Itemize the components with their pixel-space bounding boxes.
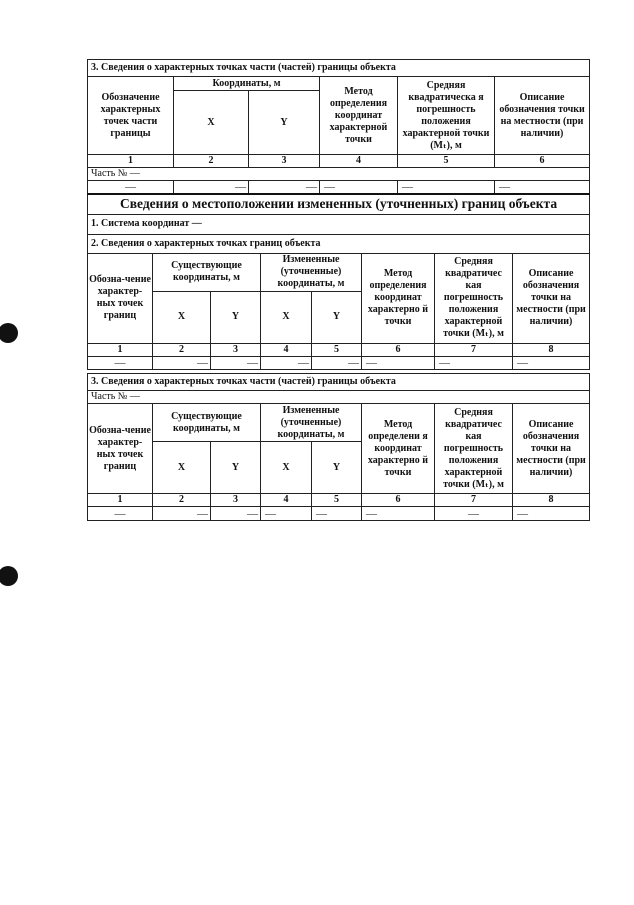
empty-dash: —	[513, 507, 590, 521]
column-number: 1	[88, 494, 153, 507]
column-number: 7	[435, 343, 513, 356]
column-number: 2	[153, 343, 211, 356]
empty-dash: —	[261, 507, 312, 521]
empty-dash: —	[513, 356, 590, 369]
part-points-table-1	[87, 59, 590, 194]
column-number: 4	[320, 155, 398, 168]
header-existing-coordinates: Существующие координаты, м	[153, 404, 261, 442]
part-points-table-2	[87, 373, 590, 521]
header-x: X	[153, 442, 211, 494]
column-number: 2	[174, 155, 249, 168]
column-number: 3	[211, 494, 261, 507]
column-number: 2	[153, 494, 211, 507]
changed-boundaries-table	[87, 193, 590, 370]
column-number: 6	[362, 343, 435, 356]
header-description: Описание обозначения точки на местности (при наличии)	[513, 404, 590, 494]
header-method: Метод определения координат характерной точки	[320, 77, 398, 155]
empty-dash: —	[362, 356, 435, 369]
header-designation: Обозна-чение характер-ных точек границ	[88, 253, 153, 343]
column-number: 8	[513, 343, 590, 356]
empty-dash: —	[398, 181, 495, 194]
header-description: Описание обозначения точки на местности (при наличии)	[513, 253, 590, 343]
empty-dash: —	[211, 507, 261, 521]
header-y: Y	[249, 91, 320, 155]
empty-dash: —	[261, 356, 312, 369]
empty-dash: —	[495, 181, 590, 194]
section-title: 2. Сведения о характерных точках границ объекта	[88, 234, 590, 253]
header-error: Средняя квадратичес кая погрешность положения характерной точки (Mₜ), м	[435, 253, 513, 343]
empty-dash: —	[320, 181, 398, 194]
column-number: 5	[312, 494, 362, 507]
empty-dash: —	[435, 356, 513, 369]
empty-dash: —	[153, 507, 211, 521]
header-y: Y	[312, 442, 362, 494]
header-method: Метод определения координат характерно й точки	[362, 253, 435, 343]
header-y: Y	[211, 291, 261, 343]
header-description: Описание обозначения точки на местности (при наличии)	[495, 77, 590, 155]
header-coordinates: Координаты, м	[174, 77, 320, 91]
column-number: 7	[435, 494, 513, 507]
column-number: 1	[88, 343, 153, 356]
column-number: 3	[211, 343, 261, 356]
column-number: 4	[261, 494, 312, 507]
empty-dash: —	[88, 181, 174, 194]
empty-dash: —	[174, 181, 249, 194]
empty-dash: —	[362, 507, 435, 521]
column-number: 8	[513, 494, 590, 507]
header-changed-coordinates: Измененные (уточненные) координаты, м	[261, 253, 362, 291]
coordinate-system: 1. Система координат —	[88, 214, 590, 234]
empty-dash: —	[211, 356, 261, 369]
column-number: 1	[88, 155, 174, 168]
header-designation: Обозна-чение характер-ных точек границ	[88, 404, 153, 494]
header-y: Y	[312, 291, 362, 343]
header-y: Y	[211, 442, 261, 494]
header-x: X	[261, 442, 312, 494]
column-number: 4	[261, 343, 312, 356]
header-x: X	[261, 291, 312, 343]
main-title: Сведения о местоположении измененных (уточненных) границ объекта	[88, 194, 590, 214]
column-number: 5	[312, 343, 362, 356]
empty-dash: —	[435, 507, 513, 521]
column-number: 6	[495, 155, 590, 168]
section-title: 3. Сведения о характерных точках части (частей) границы объекта	[88, 60, 590, 77]
header-method: Метод определени я координат характерно й точки	[362, 404, 435, 494]
header-designation: Обозначение характерных точек части границы	[88, 77, 174, 155]
header-changed-coordinates: Измененные (уточненные) координаты, м	[261, 404, 362, 442]
empty-dash: —	[249, 181, 320, 194]
empty-dash: —	[88, 507, 153, 521]
punch-hole-bottom	[0, 566, 18, 586]
header-x: X	[153, 291, 211, 343]
empty-dash: —	[312, 507, 362, 521]
empty-dash: —	[312, 356, 362, 369]
empty-dash: —	[153, 356, 211, 369]
column-number: 6	[362, 494, 435, 507]
section-title: 3. Сведения о характерных точках части (частей) границы объекта	[88, 374, 590, 391]
punch-hole-top	[0, 323, 18, 343]
empty-dash: —	[88, 356, 153, 369]
header-x: X	[174, 91, 249, 155]
column-number: 5	[398, 155, 495, 168]
part-label: Часть № —	[88, 391, 590, 404]
header-error: Средняя квадратичес кая погрешность положения характерной точки (Mₜ), м	[435, 404, 513, 494]
header-existing-coordinates: Существующие координаты, м	[153, 253, 261, 291]
part-label: Часть № —	[88, 168, 590, 181]
column-number: 3	[249, 155, 320, 168]
header-error: Средняя квадратическа я погрешность положения характерной точки (Mₜ), м	[398, 77, 495, 155]
